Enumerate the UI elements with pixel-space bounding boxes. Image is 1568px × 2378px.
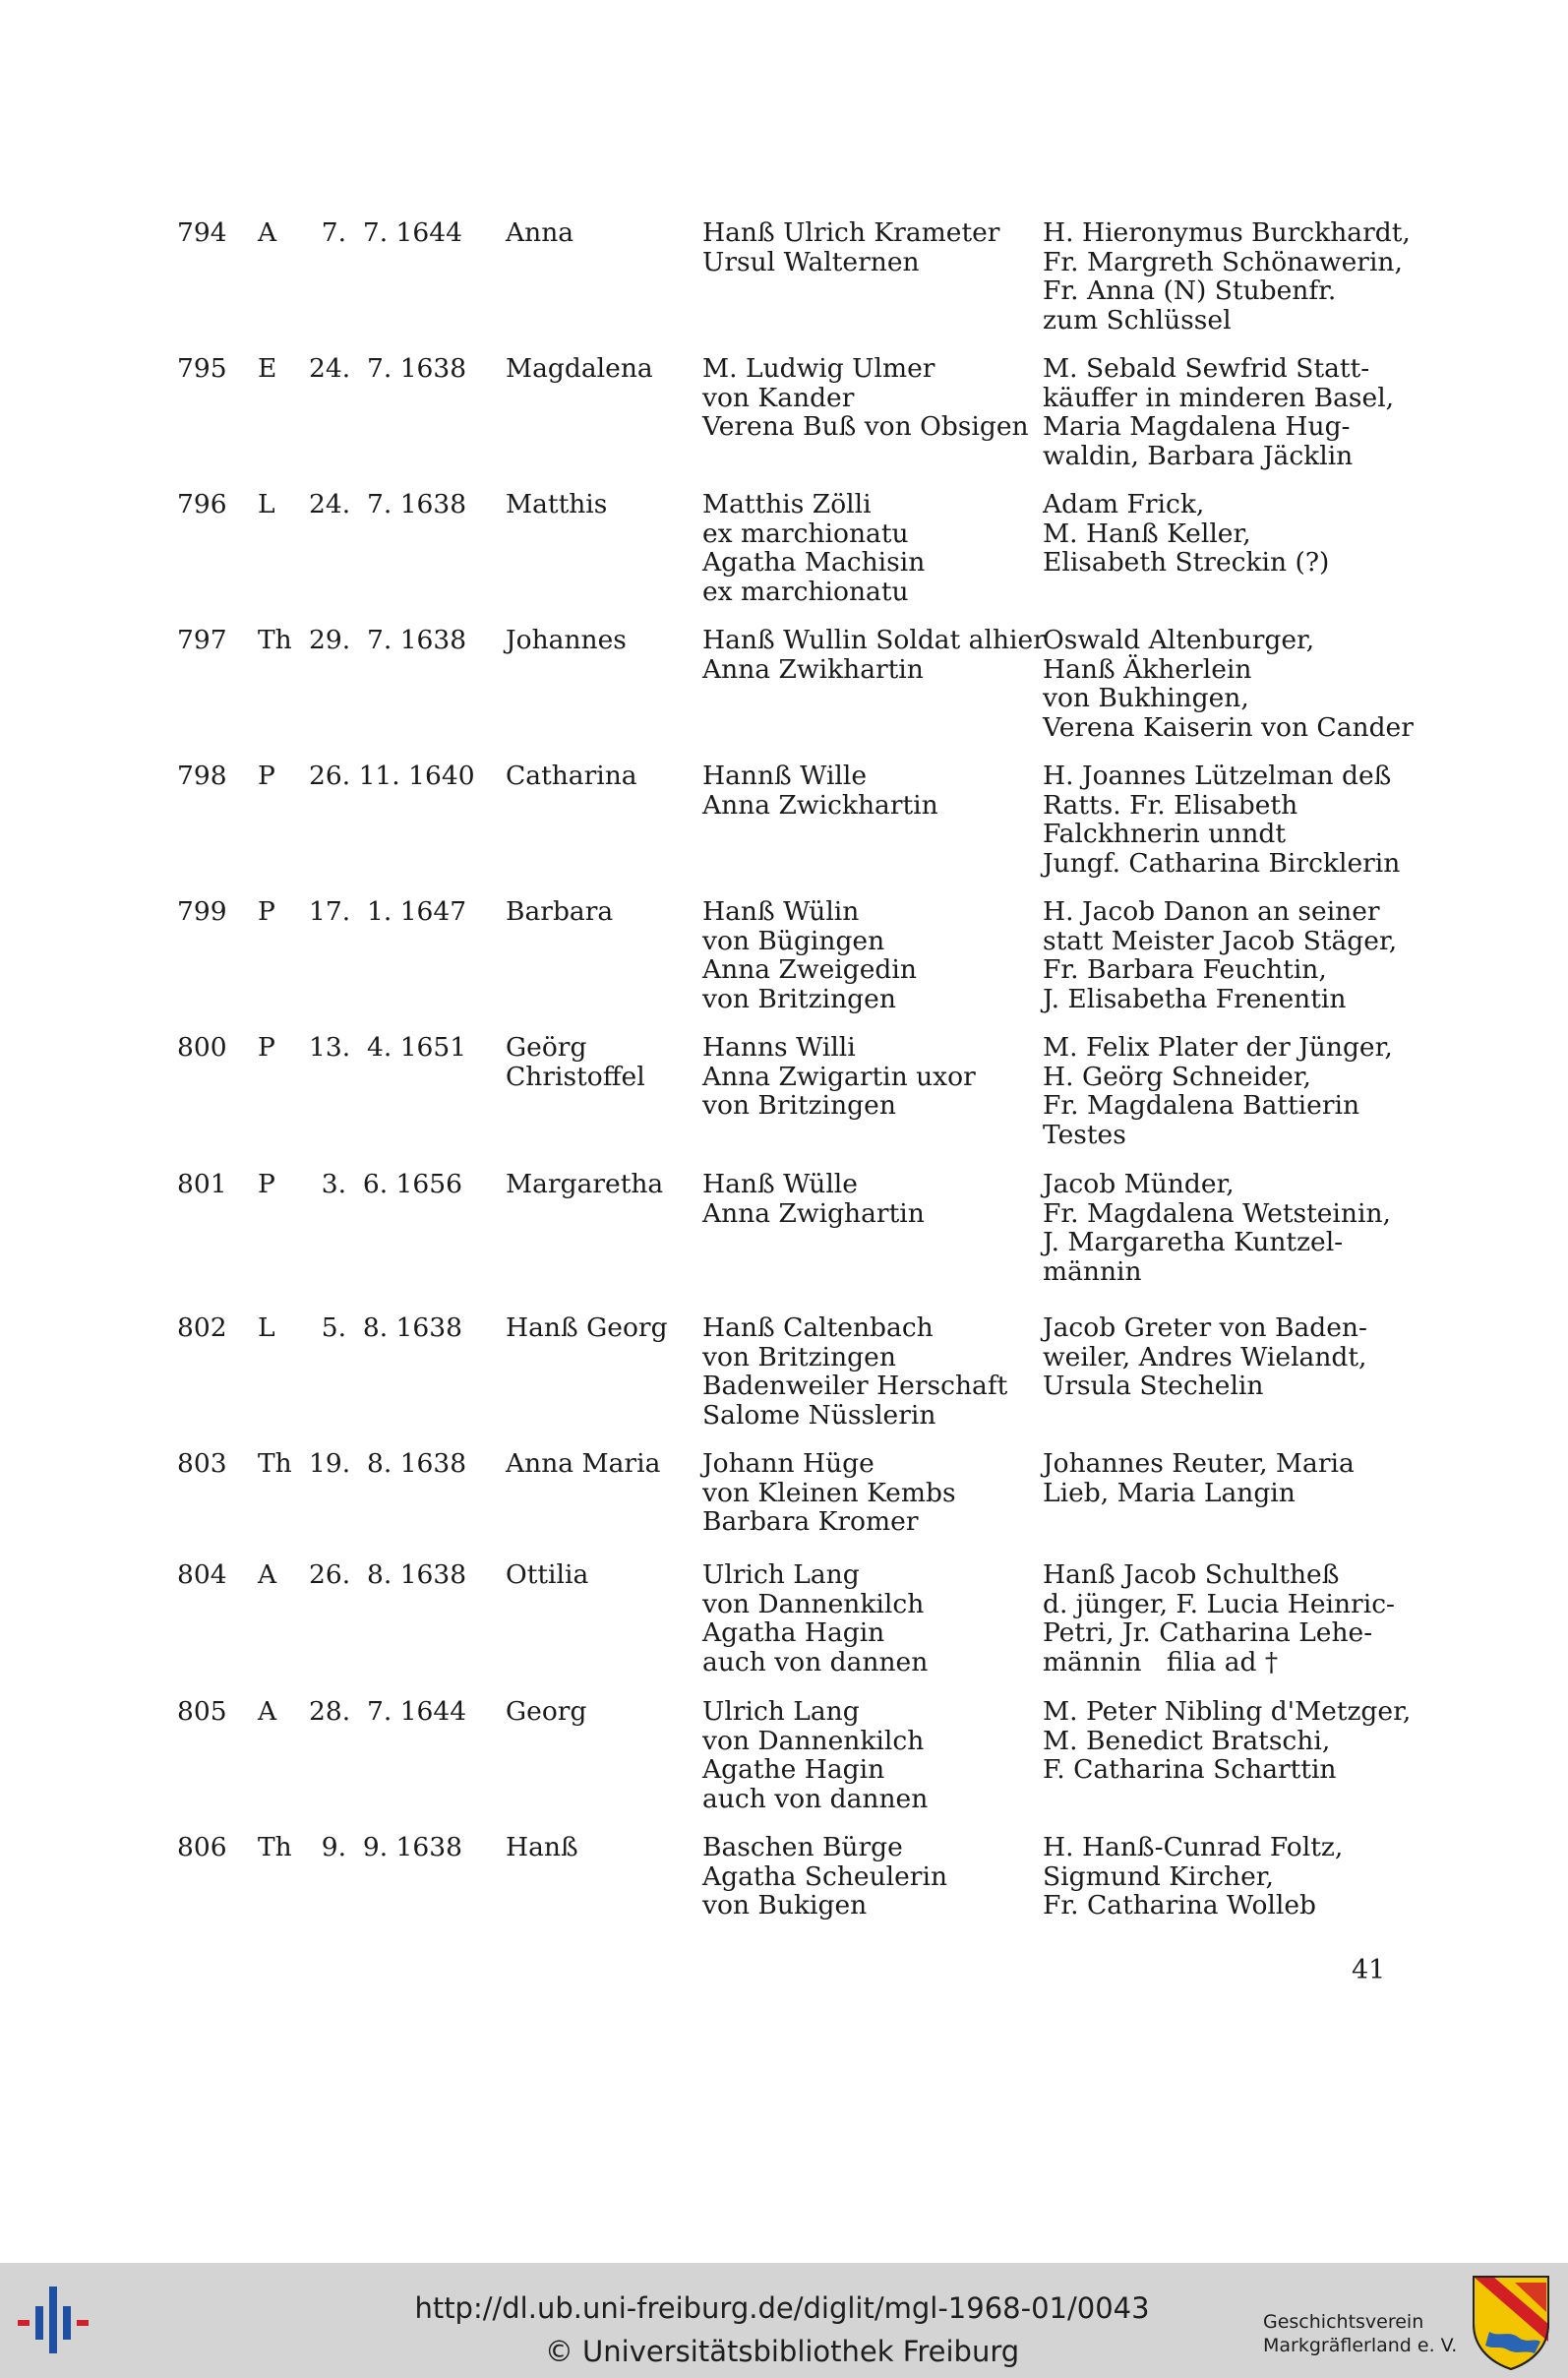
parents-line: auch von dannen bbox=[702, 1783, 929, 1814]
day-code: Th bbox=[258, 1832, 292, 1862]
parents-line: Hanß Caltenbach bbox=[702, 1312, 934, 1343]
baptism-date: 3. 6. 1656 bbox=[321, 1169, 462, 1199]
godparents-line: Fr. Magdalena Wetsteinin, bbox=[1043, 1197, 1391, 1229]
parents-line: Anna Zwikhartin bbox=[702, 653, 924, 685]
godparents-line: männin filia ad † bbox=[1043, 1646, 1279, 1677]
godparents-line: Ursula Stechelin bbox=[1043, 1371, 1264, 1401]
day-code: L bbox=[258, 1312, 275, 1343]
parents-line: ex marchionatu bbox=[702, 576, 909, 607]
day-code: L bbox=[258, 489, 275, 519]
parents-line: M. Ludwig Ulmer bbox=[702, 353, 935, 384]
parents-line: von Bukigen bbox=[702, 1890, 868, 1921]
parents-line: Anna Zweigedin bbox=[702, 954, 917, 985]
baptism-date: 29. 7. 1638 bbox=[309, 625, 467, 655]
baptism-date: 9. 9. 1638 bbox=[321, 1832, 462, 1862]
godparents-line: H. Jacob Danon an seiner bbox=[1043, 896, 1380, 927]
godparents-line: Fr. Margreth Schönawerin, bbox=[1043, 246, 1403, 277]
day-code: A bbox=[258, 1559, 277, 1590]
parents-line: Agatha Scheulerin bbox=[702, 1860, 948, 1892]
child-name-line: Barbara bbox=[506, 896, 614, 927]
parents-line: Agathe Hagin bbox=[702, 1754, 885, 1785]
baptism-date: 24. 7. 1638 bbox=[309, 489, 467, 519]
parents-line: Agatha Hagin bbox=[702, 1617, 885, 1648]
godparents-line: Petri, Jr. Catharina Lehe- bbox=[1043, 1617, 1373, 1648]
child-name-line: Ottilia bbox=[506, 1559, 589, 1590]
parents-line: von Dannenkilch bbox=[702, 1588, 925, 1619]
day-code: P bbox=[258, 1169, 275, 1199]
day-code: Th bbox=[258, 625, 292, 655]
baptism-date: 28. 7. 1644 bbox=[309, 1696, 467, 1727]
child-name-line: Hanß Georg bbox=[506, 1312, 668, 1343]
parents-line: von Britzingen bbox=[702, 1341, 896, 1372]
parents-line: Anna Zwigartin uxor bbox=[702, 1061, 976, 1092]
day-code: P bbox=[258, 896, 275, 927]
copyright-notice: © Universitätsbibliothek Freiburg bbox=[544, 2335, 1020, 2368]
parents-line: Matthis Zölli bbox=[702, 489, 872, 519]
godparents-line: Ratts. Fr. Elisabeth bbox=[1043, 789, 1298, 821]
parents-line: Anna Zwighartin bbox=[702, 1197, 925, 1229]
godparents-line: Lieb, Maria Langin bbox=[1043, 1477, 1296, 1508]
godparents-line: von Bukhingen, bbox=[1043, 683, 1249, 713]
parents-line: Hanns Willi bbox=[702, 1032, 856, 1063]
baptism-date: 19. 8. 1638 bbox=[309, 1448, 467, 1479]
godparents-line: d. jünger, F. Lucia Heinric- bbox=[1043, 1588, 1395, 1619]
godparents-line: Fr. Barbara Feuchtin, bbox=[1043, 954, 1327, 985]
entry-number: 797 bbox=[177, 625, 227, 655]
godparents-line: männin bbox=[1043, 1255, 1142, 1287]
society-name bbox=[1263, 2310, 1457, 2357]
godparents-line: M. Benedict Bratschi, bbox=[1043, 1725, 1331, 1756]
parents-line: Hanß Wullin Soldat alhier bbox=[702, 625, 1046, 655]
godparents-line: M. Hanß Keller, bbox=[1043, 518, 1251, 549]
child-name-line: Hanß bbox=[506, 1832, 578, 1862]
day-code: E bbox=[258, 353, 277, 384]
entry-number: 798 bbox=[177, 761, 227, 791]
godparents-line: J. Elisabetha Frenentin bbox=[1043, 983, 1347, 1014]
child-name-line: Anna Maria bbox=[506, 1448, 661, 1479]
day-code: A bbox=[258, 1696, 277, 1727]
godparents-line: Elisabeth Streckin (?) bbox=[1043, 547, 1330, 578]
baptism-date: 7. 7. 1644 bbox=[321, 217, 462, 248]
parents-line: von Kleinen Kembs bbox=[702, 1477, 956, 1508]
baptism-date: 17. 1. 1647 bbox=[309, 896, 467, 927]
godparents-line: Sigmund Kircher, bbox=[1043, 1860, 1274, 1892]
godparents-line: Jacob Greter von Baden- bbox=[1043, 1312, 1367, 1343]
parents-line: Hanß Ulrich Krameter bbox=[702, 217, 1000, 248]
parents-line: Salome Nüsslerin bbox=[702, 1399, 936, 1431]
child-name-line: Margaretha bbox=[506, 1169, 664, 1199]
baptism-date: 24. 7. 1638 bbox=[309, 353, 467, 384]
godparents-line: Fr. Magdalena Battierin bbox=[1043, 1090, 1360, 1121]
godparents-line: weiler, Andres Wielandt, bbox=[1043, 1341, 1367, 1372]
godparents-line: Testes bbox=[1043, 1119, 1126, 1150]
entry-number: 806 bbox=[177, 1832, 227, 1862]
godparents-line: Oswald Altenburger, bbox=[1043, 625, 1315, 655]
godparents-line: Hanß Jacob Schultheß bbox=[1043, 1559, 1340, 1590]
child-name-line: Matthis bbox=[506, 489, 608, 519]
ub-freiburg-logo-icon bbox=[18, 2287, 100, 2353]
godparents-line: zum Schlüssel bbox=[1043, 304, 1232, 335]
page-number: 41 bbox=[1352, 1955, 1386, 1985]
godparents-line: Fr. Catharina Wolleb bbox=[1043, 1890, 1317, 1921]
parents-line: von Dannenkilch bbox=[702, 1725, 925, 1756]
parents-line: Verena Buß von Obsigen bbox=[702, 411, 1029, 442]
digital-library-url[interactable]: http://dl.ub.uni-freiburg.de/diglit/mgl-1968-01/0043 bbox=[414, 2291, 1150, 2325]
godparents-line: Fr. Anna (N) Stubenfr. bbox=[1043, 275, 1337, 306]
child-name-line: Geörg bbox=[506, 1032, 587, 1063]
day-code: A bbox=[258, 217, 277, 248]
parents-line: Ursul Walternen bbox=[702, 246, 920, 277]
parents-line: Baschen Bürge bbox=[702, 1832, 903, 1862]
godparents-line: J. Margaretha Kuntzel- bbox=[1043, 1227, 1344, 1257]
godparents-line: Jacob Münder, bbox=[1043, 1169, 1235, 1199]
entry-number: 805 bbox=[177, 1696, 227, 1727]
entry-number: 802 bbox=[177, 1312, 227, 1343]
parents-line: Johann Hüge bbox=[702, 1448, 874, 1479]
godparents-line: waldin, Barbara Jäcklin bbox=[1043, 440, 1354, 471]
baptism-date: 13. 4. 1651 bbox=[309, 1032, 467, 1063]
godparents-line: Adam Frick, bbox=[1043, 489, 1205, 519]
parents-line: von Bügingen bbox=[702, 925, 885, 956]
entry-number: 804 bbox=[177, 1559, 227, 1590]
entry-number: 800 bbox=[177, 1032, 227, 1063]
godparents-line: Jungf. Catharina Bircklerin bbox=[1043, 847, 1401, 879]
parents-line: Hanß Wülle bbox=[702, 1169, 858, 1199]
parents-line: Ulrich Lang bbox=[702, 1559, 860, 1590]
day-code: Th bbox=[258, 1448, 292, 1479]
godparents-line: F. Catharina Scharttin bbox=[1043, 1754, 1337, 1785]
parents-line: Ulrich Lang bbox=[702, 1696, 860, 1727]
entry-number: 796 bbox=[177, 489, 227, 519]
child-name-line: Anna bbox=[506, 217, 574, 248]
parents-line: Badenweiler Herschaft bbox=[702, 1371, 1008, 1401]
baptism-date: 5. 8. 1638 bbox=[321, 1312, 462, 1343]
society-name-line2: Markgräflerland e. V. bbox=[1263, 2335, 1458, 2356]
day-code: P bbox=[258, 1032, 275, 1063]
coat-of-arms-icon bbox=[1470, 2273, 1552, 2371]
godparents-line: M. Peter Nibling d'Metzger, bbox=[1043, 1696, 1412, 1727]
parents-line: auch von dannen bbox=[702, 1646, 929, 1677]
baptism-date: 26. 8. 1638 bbox=[309, 1559, 467, 1590]
parents-line: ex marchionatu bbox=[702, 518, 909, 549]
child-name-line: Magdalena bbox=[506, 353, 653, 384]
godparents-line: Johannes Reuter, Maria bbox=[1043, 1448, 1355, 1479]
child-name-line: Catharina bbox=[506, 761, 637, 791]
godparents-line: Verena Kaiserin von Cander bbox=[1043, 711, 1414, 743]
child-name-line: Georg bbox=[506, 1696, 587, 1727]
child-name-line: Christoffel bbox=[506, 1061, 645, 1092]
godparents-line: statt Meister Jacob Stäger, bbox=[1043, 925, 1398, 956]
day-code: P bbox=[258, 761, 275, 791]
parents-line: von Britzingen bbox=[702, 983, 896, 1014]
entry-number: 794 bbox=[177, 217, 227, 248]
parents-line: Hanß Wülin bbox=[702, 896, 860, 927]
godparents-line: Falckhnerin unndt bbox=[1043, 819, 1287, 849]
entry-number: 799 bbox=[177, 896, 227, 927]
godparents-line: H. Joannes Lützelman deß bbox=[1043, 761, 1392, 791]
parents-line: Agatha Machisin bbox=[702, 547, 926, 578]
parents-line: Barbara Kromer bbox=[702, 1506, 919, 1537]
entry-number: 801 bbox=[177, 1169, 227, 1199]
godparents-line: käuffer in minderen Basel, bbox=[1043, 382, 1395, 413]
parents-line: von Kander bbox=[702, 382, 855, 413]
society-name-line1: Geschichtsverein bbox=[1263, 2311, 1424, 2333]
footer-bar bbox=[0, 2263, 1568, 2378]
child-name-line: Johannes bbox=[506, 625, 627, 655]
godparents-line: H. Geörg Schneider, bbox=[1043, 1061, 1311, 1092]
godparents-line: Hanß Äkherlein bbox=[1043, 653, 1252, 685]
entry-number: 795 bbox=[177, 353, 227, 384]
godparents-line: M. Sebald Sewfrid Statt- bbox=[1043, 353, 1370, 384]
baptism-date: 26. 11. 1640 bbox=[309, 761, 475, 791]
godparents-line: Maria Magdalena Hug- bbox=[1043, 411, 1351, 442]
godparents-line: H. Hieronymus Burckhardt, bbox=[1043, 217, 1411, 248]
godparents-line: M. Felix Plater der Jünger, bbox=[1043, 1032, 1393, 1063]
parents-line: von Britzingen bbox=[702, 1090, 896, 1121]
godparents-line: H. Hanß-Cunrad Foltz, bbox=[1043, 1832, 1344, 1862]
parents-line: Hannß Wille bbox=[702, 761, 868, 791]
entry-number: 803 bbox=[177, 1448, 227, 1479]
parents-line: Anna Zwickhartin bbox=[702, 789, 938, 821]
